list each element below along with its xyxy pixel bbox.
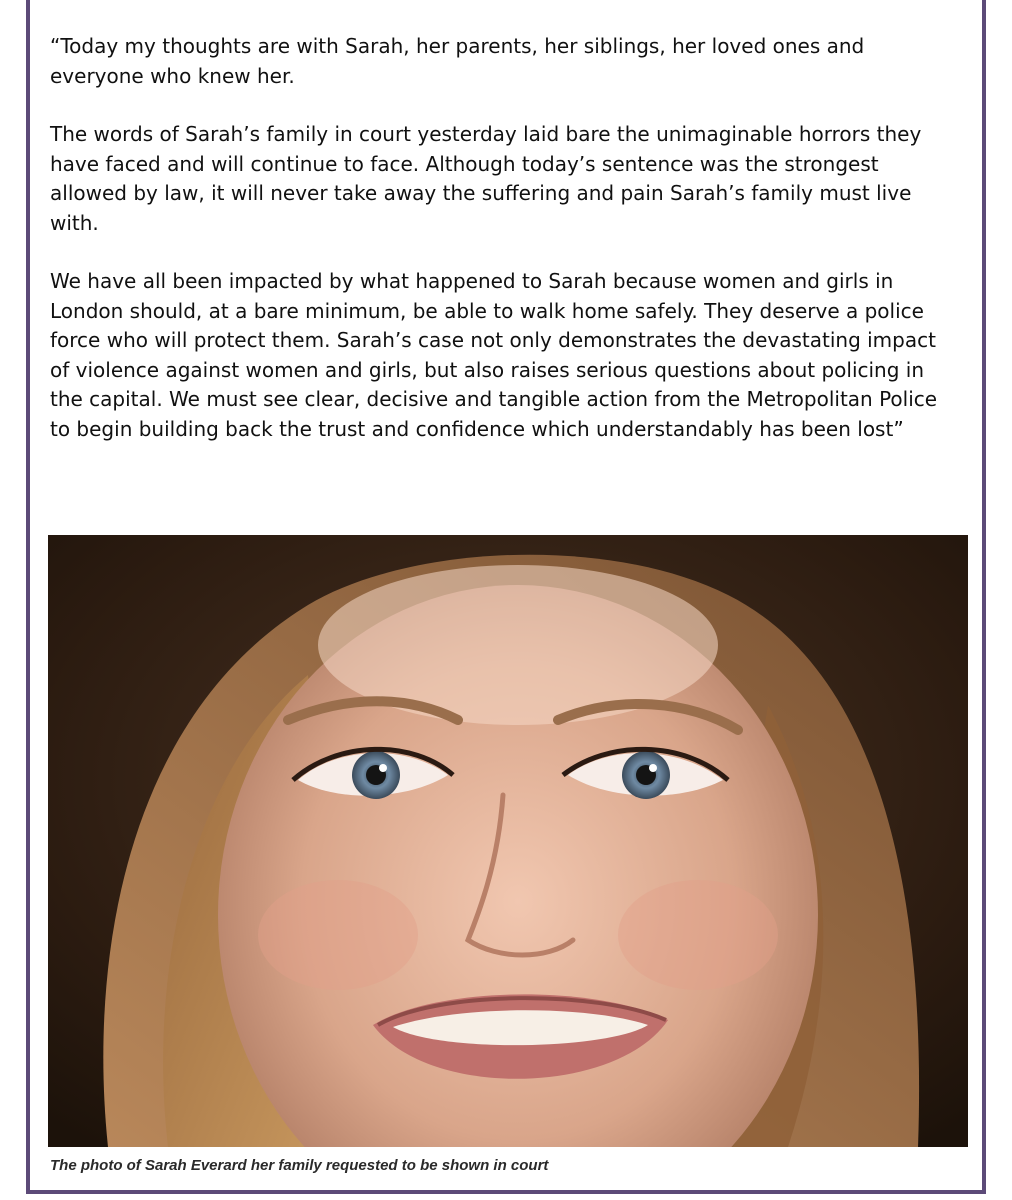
portrait-photo: [48, 535, 968, 1147]
statement-paragraph-1: “Today my thoughts are with Sarah, her parents, her siblings, her loved ones and everyone who knew her.: [50, 34, 865, 88]
statement-paragraph-2: The words of Sarah’s family in court yesterday laid bare the unimaginable horrors they have faced and will continue to face. Although today’s sentence was the strongest allowed by law, it will never take away the suffering and pain Sarah’s family must live with.: [50, 122, 922, 235]
photo-caption: The photo of Sarah Everard her family requested to be shown in court: [50, 1157, 549, 1174]
statement-text: [50, 32, 950, 473]
portrait-illustration: [48, 535, 968, 1147]
statement-paragraph-3: We have all been impacted by what happened to Sarah because women and girls in London should, at a bare minimum, be able to walk home safely. They deserve a police force who will protect them. Sarah’s case not only demonstrates the devastating impact of violence against women and girls, but also raises serious questions about policing in the capital. We must see clear, decisive and tangible action from the Metropolitan Police to begin building back the trust and confidence which understandably has been lost”: [50, 269, 938, 441]
